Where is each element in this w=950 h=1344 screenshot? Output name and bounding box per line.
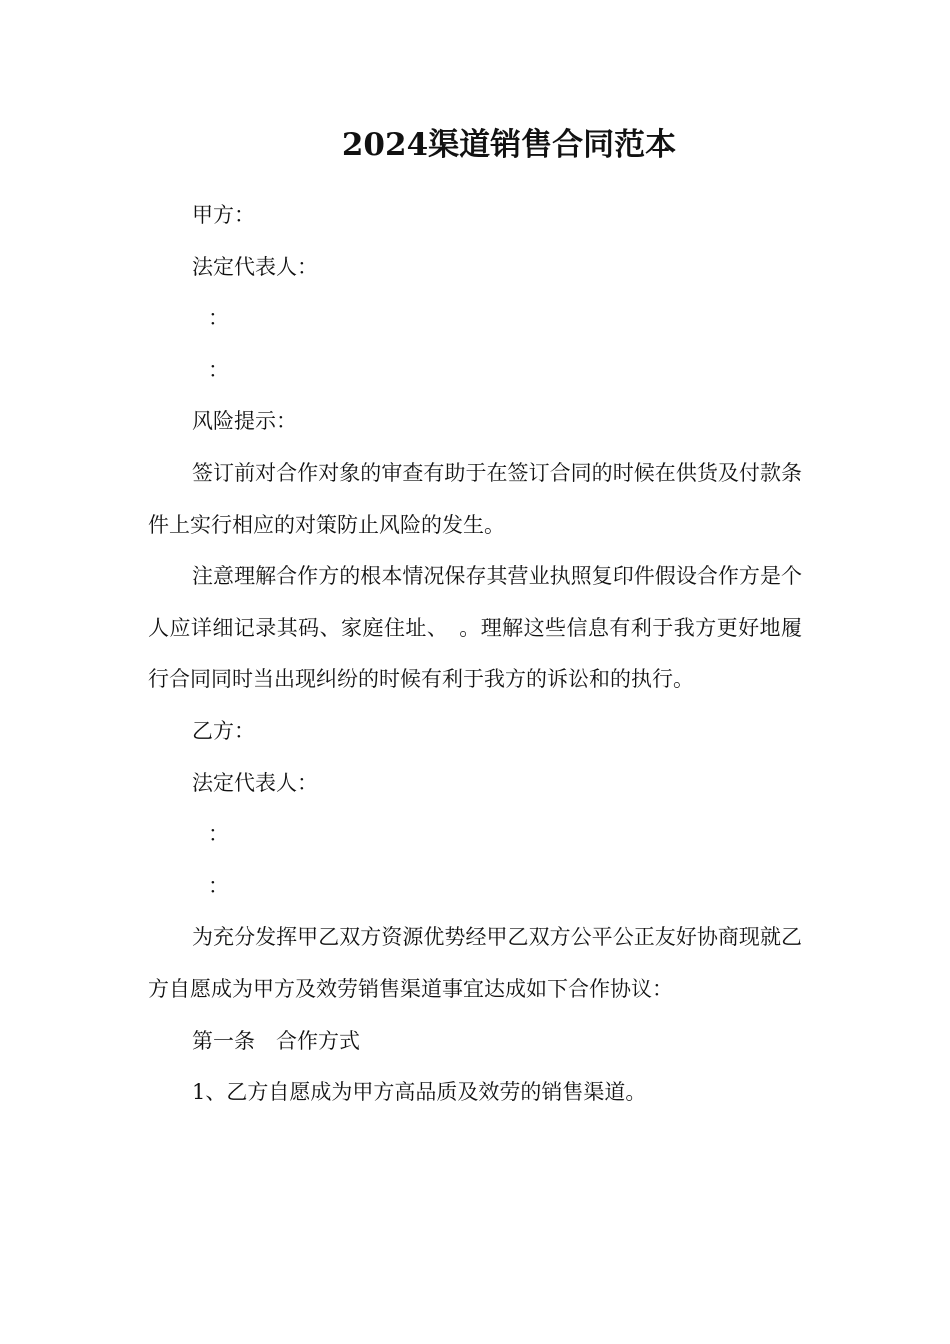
article-1-heading: 第一条 合作方式 [192, 1028, 360, 1053]
risk-notice-paragraph-2: 注意理解合作方的根本情况保存其营业执照复印件假设合作方是个人应详细记录其码、家庭住址、 。理解这些信息有利于我方更好地履行合同同时当出现纠纷的时候有利于我方的诉讼和的执行。 [148, 564, 802, 692]
party-b-legal-rep: 法定代表人： [192, 770, 318, 795]
party-b-blank-field-2: ： [208, 873, 229, 898]
party-a-blank-field-2: ： [208, 357, 229, 382]
article-1-clause-1: 1、乙方自愿成为甲方高品质及效劳的销售渠道。 [192, 1080, 647, 1105]
party-a-label: 甲方： [192, 203, 255, 227]
risk-notice-heading: 风险提示： [192, 409, 297, 434]
party-a-blank-field-1: ： [208, 306, 229, 331]
agreement-preamble: 为充分发挥甲乙双方资源优势经甲乙双方公平公正友好协商现就乙方自愿成为甲方及效劳销售渠道事宜达成如下合作协议： [148, 925, 802, 1001]
party-b-label: 乙方： [192, 718, 255, 743]
document-title: 2024渠道销售合同范本 [341, 127, 677, 163]
document-body [148, 190, 802, 1119]
party-a-legal-rep: 法定代表人： [192, 254, 318, 279]
party-b-blank-field-1: ： [208, 822, 229, 847]
risk-notice-paragraph-1: 签订前对合作对象的审查有助于在签订合同的时候在供货及付款条件上实行相应的对策防止风险的发生。 [148, 460, 802, 537]
